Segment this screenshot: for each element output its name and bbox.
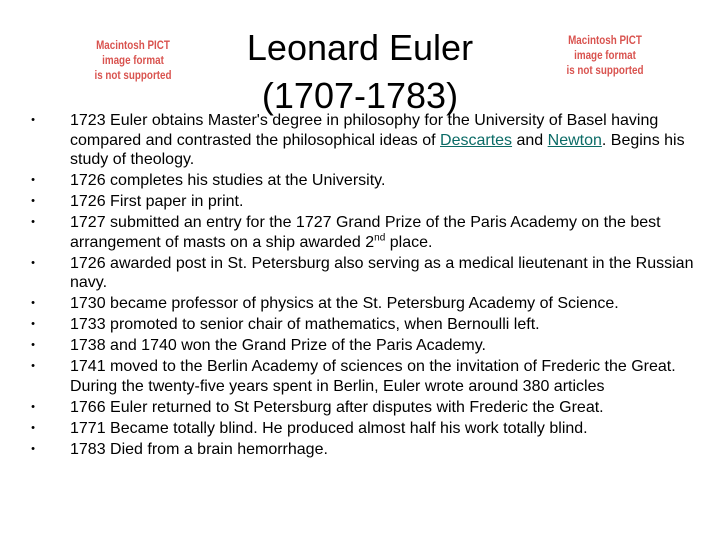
bullet-text: 1730 became professor of physics at the St. Petersburg Academy of Science.: [70, 295, 619, 312]
bullet-dot-icon: •: [31, 256, 35, 269]
bullet-dot-icon: •: [31, 195, 35, 207]
bullet-item: [28, 419, 708, 439]
bullet-dot-icon: •: [31, 442, 35, 455]
placeholder-line: is not supported: [94, 68, 172, 82]
descartes-link[interactable]: Descartes: [440, 131, 513, 149]
slide-title: [200, 24, 520, 120]
bullet-text: 1783 Died from a brain hemorrhage.: [70, 440, 328, 458]
bullet-dot-icon: •: [31, 318, 35, 330]
bullet-text: 1733 promoted to senior chair of mathematics, when Bernoulli left.: [70, 316, 540, 333]
bullet-list: [28, 111, 708, 461]
newton-link[interactable]: Newton: [547, 131, 602, 149]
placeholder-line: image format: [102, 53, 164, 67]
bullet-dot-icon: •: [31, 400, 35, 413]
bullet-item: [28, 254, 708, 293]
bullet-item: [28, 171, 708, 191]
bullet-dot-icon: •: [31, 421, 35, 434]
title-years: (1707-1783): [261, 75, 459, 116]
bullet-item: [28, 294, 708, 314]
placeholder-line: image format: [574, 48, 636, 62]
placeholder-line: is not supported: [566, 63, 644, 77]
bullet-item: [28, 213, 708, 252]
bullet-text: 1726 First paper in print.: [70, 193, 244, 210]
bullet-text: 1727 submitted an entry for the 1727 Grand Prize of the Paris Academy on the best arrangement of masts on a ship awarded 2nd place.: [70, 214, 661, 251]
bullet-text: 1726 awarded post in St. Petersburg also serving as a medical lieutenant in the Russian navy.: [70, 254, 694, 291]
image-placeholder-right: [552, 33, 659, 78]
bullet-dot-icon: •: [31, 360, 35, 372]
bullet-item: [28, 336, 708, 356]
image-placeholder-left: [80, 38, 187, 83]
title-name: Leonard Euler: [246, 27, 474, 68]
bullet-item: [28, 357, 708, 396]
bullet-text: 1771 Became totally blind. He produced almost half his work totally blind.: [70, 419, 588, 437]
bullet-item: [28, 440, 708, 460]
bullet-text: 1738 and 1740 won the Grand Prize of the Paris Academy.: [70, 337, 486, 354]
bullet-dot-icon: •: [31, 174, 35, 186]
bullet-text: 1741 moved to the Berlin Academy of sciences on the invitation of Frederic the Great. During the twenty-five years spent in Berlin, Euler wrote around 380 articles: [70, 358, 676, 395]
bullet-item: [28, 192, 708, 212]
bullet-dot-icon: •: [31, 297, 35, 309]
bullet-dot-icon: •: [31, 216, 35, 228]
bullet-item: [28, 398, 708, 418]
bullet-dot-icon: •: [31, 339, 35, 351]
bullet-text: 1726 completes his studies at the University.: [70, 172, 386, 189]
bullet-item: [28, 111, 708, 170]
bullet-dot-icon: •: [31, 114, 35, 126]
placeholder-line: Macintosh PICT: [96, 38, 170, 52]
bullet-text: 1766 Euler returned to St Petersburg after disputes with Frederic the Great.: [70, 398, 604, 416]
bullet-item: [28, 315, 708, 335]
bullet-text: 1723 Euler obtains Master's degree in philosophy for the University of Basel having compared and contrasted the philosophical ideas of Descartes and Newton. Begins his study of theology.: [70, 112, 685, 168]
placeholder-line: Macintosh PICT: [568, 33, 642, 47]
